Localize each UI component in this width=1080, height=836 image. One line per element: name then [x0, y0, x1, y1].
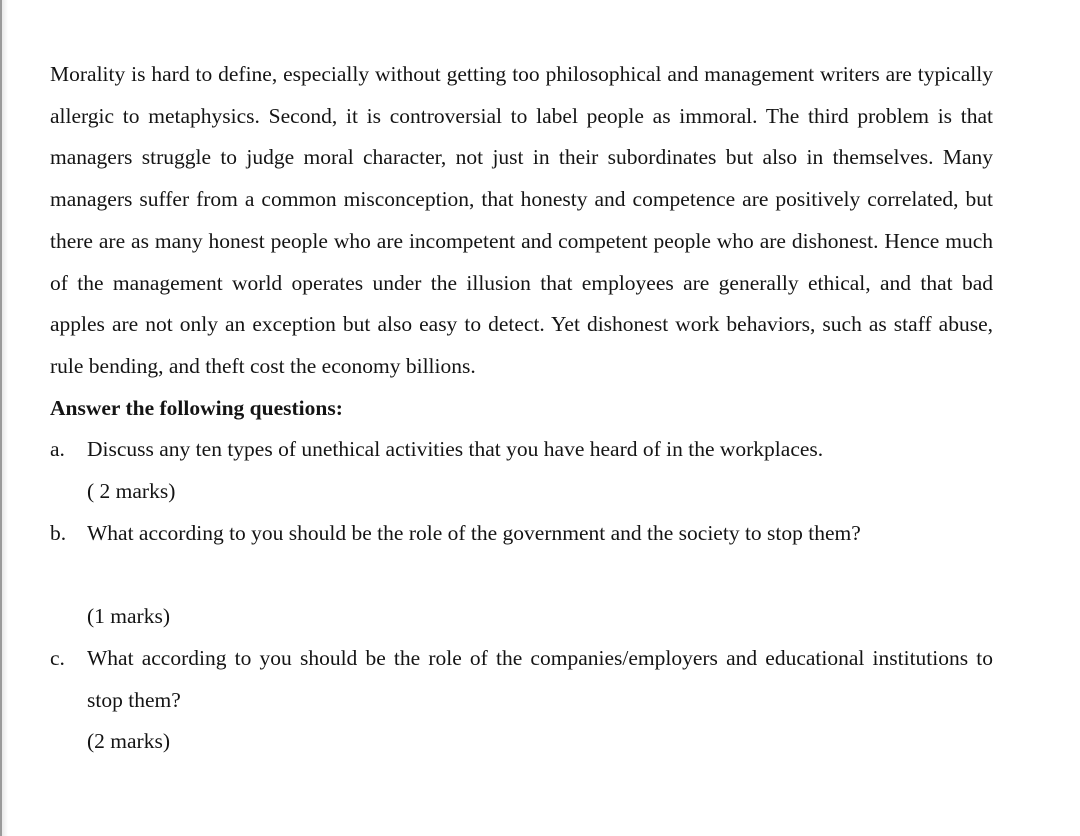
- question-b-marks: (1 marks): [87, 604, 170, 629]
- question-b-text: What according to you should be the role of the government and the society to stop them?: [87, 520, 861, 545]
- question-a-letter: a.: [50, 437, 65, 462]
- question-c: [50, 638, 993, 763]
- question-a-text: Discuss any ten types of unethical activities that you have heard of in the workplaces.: [87, 437, 824, 462]
- questions-heading: Answer the following questions:: [50, 395, 343, 420]
- question-a: [50, 429, 993, 512]
- question-c-marks: (2 marks): [87, 729, 170, 754]
- document-page: [50, 54, 993, 763]
- question-b-letter: b.: [50, 520, 67, 545]
- question-a-marks: ( 2 marks): [87, 479, 176, 504]
- page-left-shadow: [2, 0, 8, 836]
- question-c-text: What according to you should be the role of the companies/employers and educational institutions to stop them?: [87, 645, 993, 712]
- question-c-letter: c.: [50, 645, 65, 670]
- question-b: [50, 513, 993, 638]
- blank-line: [87, 554, 993, 596]
- body-paragraph: Morality is hard to define, especially without getting too philosophical and management writers are typically allergic to metaphysics. Second, it is controversial to label people as immoral. The third problem is that managers struggle to judge moral character, not just in their subordinates but also in themselves. Many managers suffer from a common misconception, that honesty and competence are positively correlated, but there are as many honest people who are incompetent and competent people who are dishonest. Hence much of the management world operates under the illusion that employees are generally ethical, and that bad apples are not only an exception but also easy to detect. Yet dishonest work behaviors, such as staff abuse, rule bending, and theft cost the economy billions.: [50, 62, 993, 378]
